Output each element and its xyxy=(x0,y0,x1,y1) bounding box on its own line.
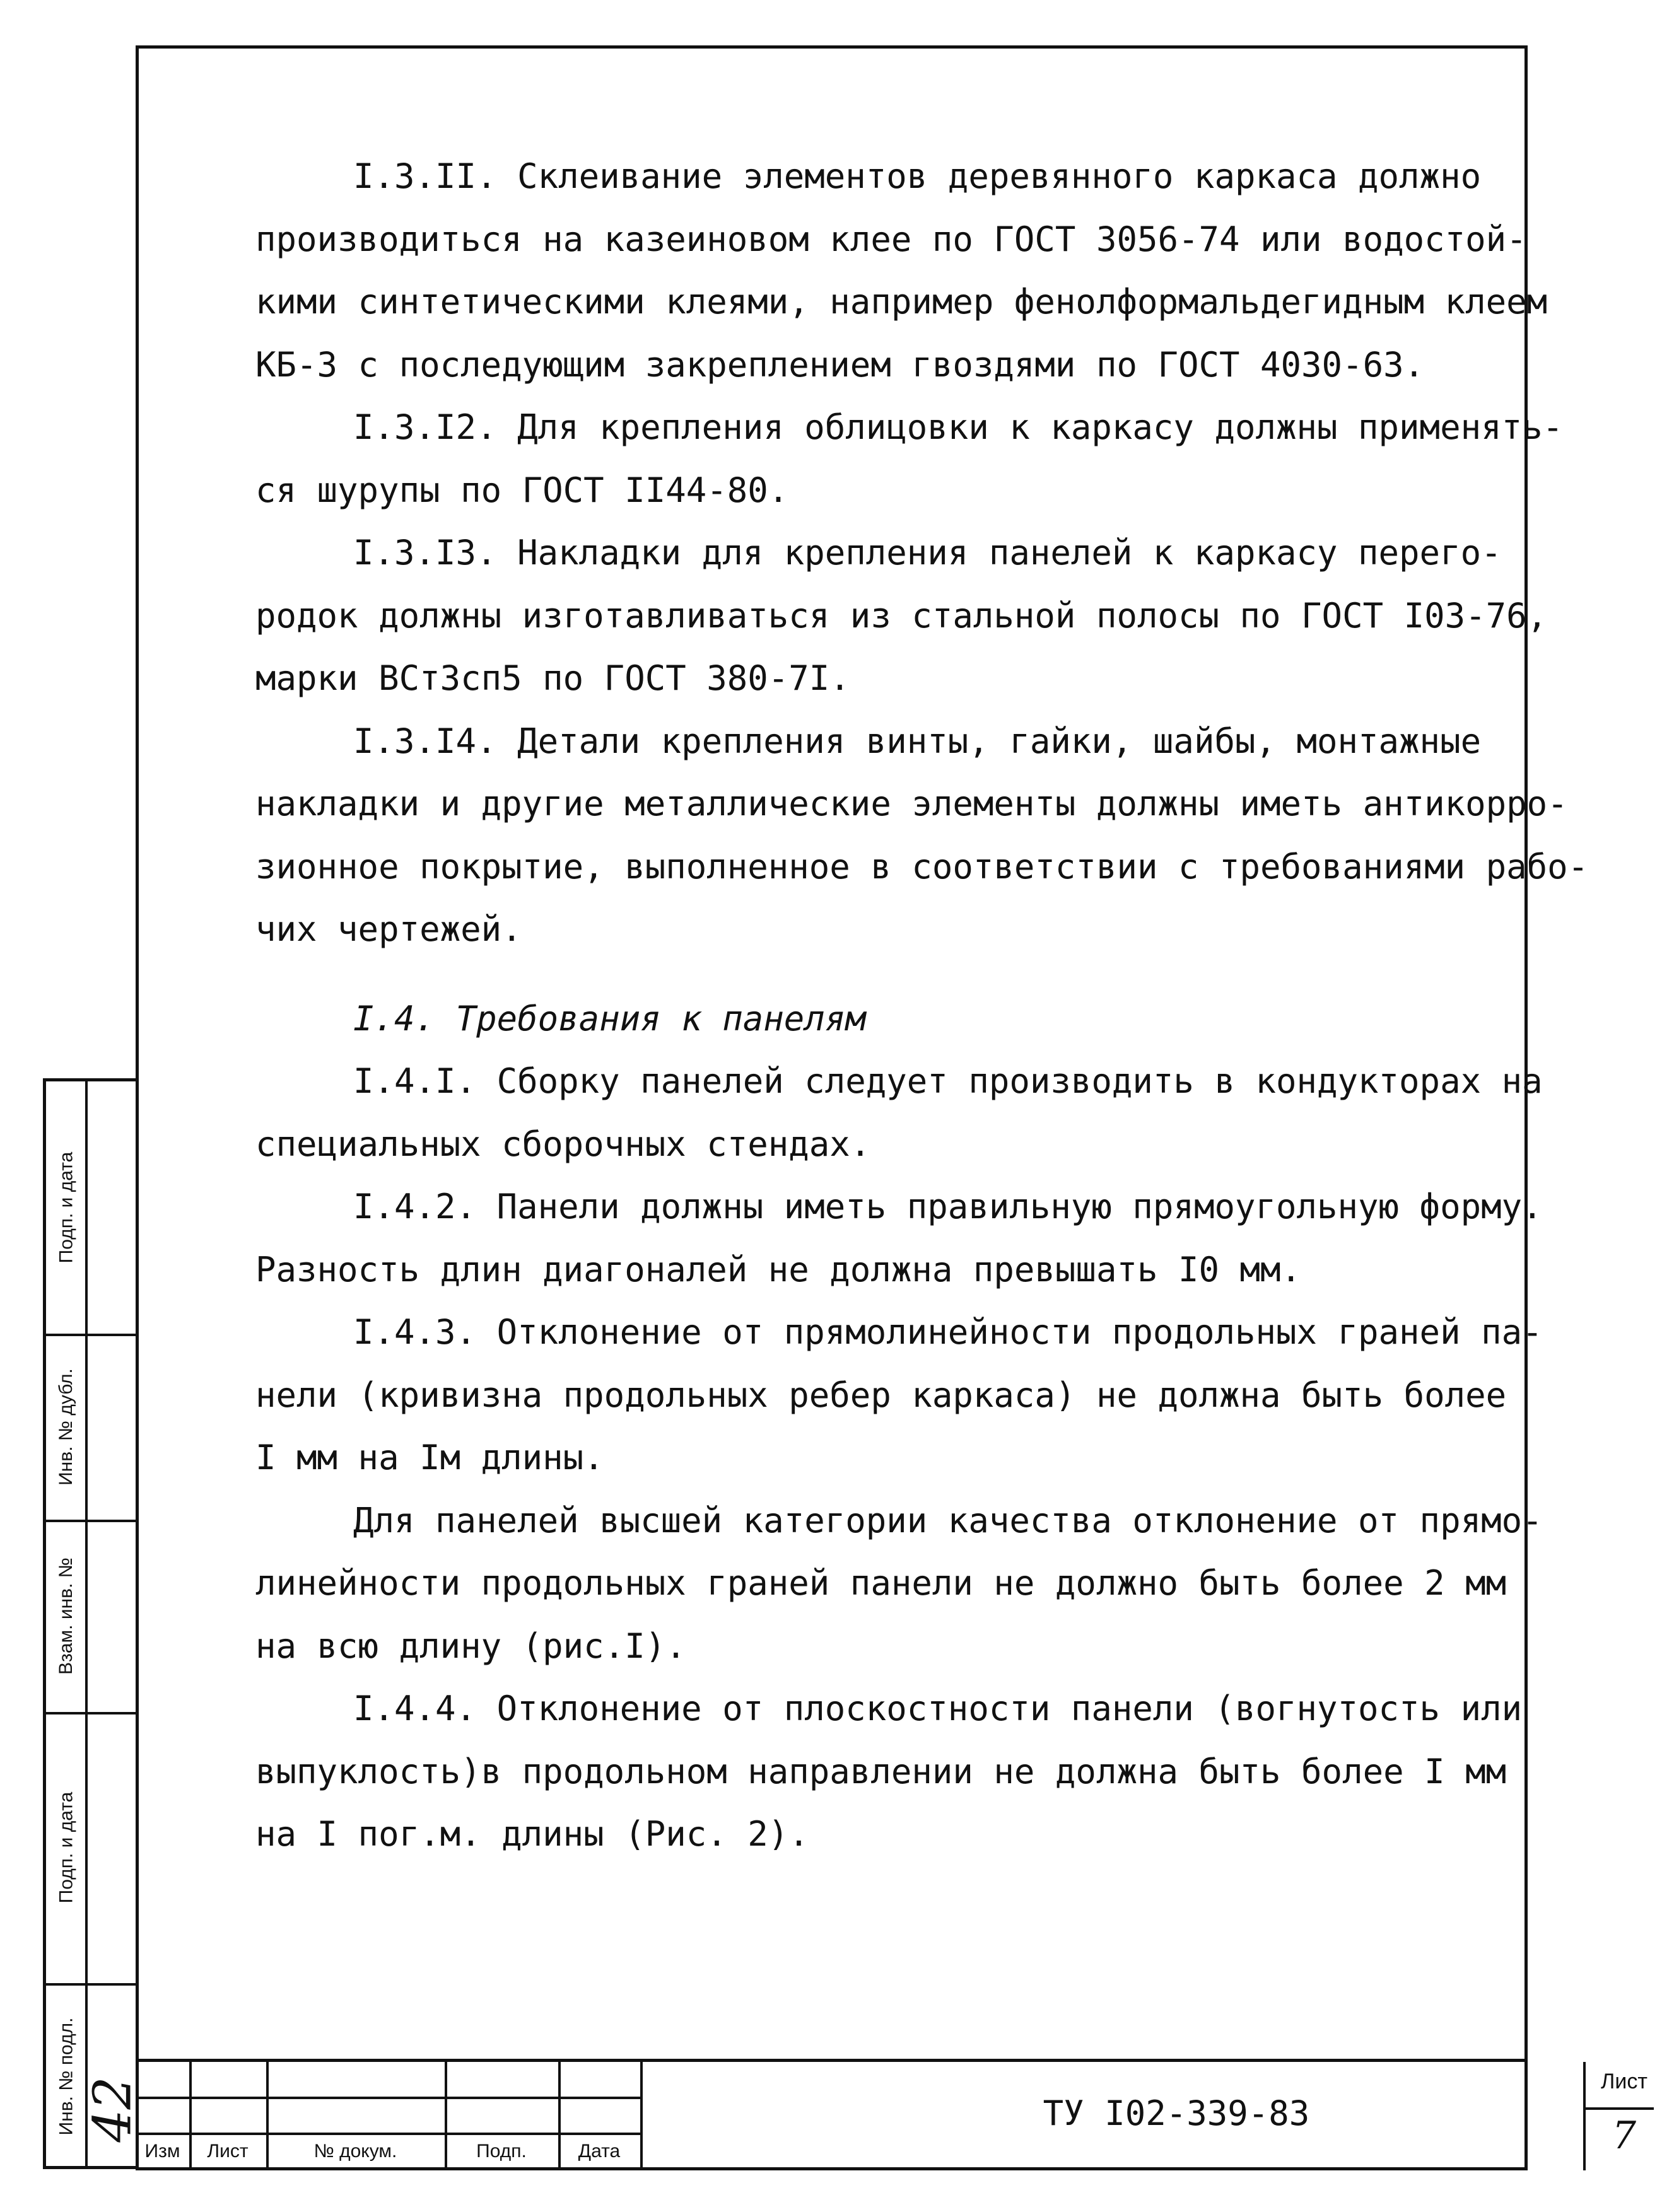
paragraph-line: производиться на казеиновом клее по ГОСТ 3056-74 или водостой- xyxy=(255,219,1527,259)
col-caption: Подп. xyxy=(476,2141,527,2162)
divider xyxy=(85,1081,88,2166)
col-caption: Лист xyxy=(207,2141,249,2162)
paragraph-line: I мм на Iм длины. xyxy=(255,1438,604,1477)
divider xyxy=(640,2062,643,2170)
paragraph-line: I.4.2. Панели должны иметь правильную прямоугольную форму. xyxy=(353,1187,1543,1226)
title-block xyxy=(136,2059,1647,2170)
divider xyxy=(136,2133,640,2135)
paragraph-line: I.3.I4. Детали крепления винты, гайки, шайбы, монтажные xyxy=(353,721,1482,761)
paragraph-line: специальных сборочных стендах. xyxy=(255,1124,871,1164)
paragraph-line: I.3.I3. Накладки для крепления панелей к каркасу перего- xyxy=(353,533,1502,573)
paragraph-line: I.4.I. Сборку панелей следует производить в кондукторах на xyxy=(353,1061,1543,1101)
paragraph-line: I.3.I2. Для крепления облицовки к каркасу должны применять- xyxy=(353,407,1564,447)
paragraph-line: КБ-3 с последующим закреплением гвоздями по ГОСТ 4030-63. xyxy=(255,344,1425,385)
margin-label xyxy=(49,1520,84,1712)
paragraph-line: ся шурупы по ГОСТ II44-80. xyxy=(255,470,789,510)
paragraph-line: I.4.4. Отклонение от плоскостности панели (вогнутость или xyxy=(353,1689,1523,1728)
section-heading: I.4. Требования к панелям xyxy=(353,998,866,1039)
col-caption: № докум. xyxy=(313,2141,397,2162)
paragraph-line: выпуклость)в продольном направлении не должна быть более I мм xyxy=(255,1751,1507,1791)
divider xyxy=(1583,2107,1654,2110)
margin-label-text: Взам. инв. № xyxy=(56,1557,77,1675)
margin-label-text: Подп. и дата xyxy=(56,1791,76,1904)
inventory-number xyxy=(83,2049,143,2169)
paragraph-line: Разность длин диагоналей не должна превышать I0 мм. xyxy=(255,1249,1302,1289)
margin-label xyxy=(49,1983,84,2169)
paragraph-line: зионное покрытие, выполненное в соответствии с требованиями рабо- xyxy=(255,846,1589,887)
document-body xyxy=(255,145,1589,1866)
divider xyxy=(1583,2062,1586,2170)
paragraph-line: на I пог.м. длины (Рис. 2). xyxy=(255,1814,809,1854)
margin-label-text: Инв. № дубл. xyxy=(56,1368,76,1486)
paragraph-line: Для панелей высшей категории качества отклонение от прямо- xyxy=(353,1500,1543,1540)
sheet-number: 7 xyxy=(1612,2114,1637,2158)
margin-label-text: Подп. и дата xyxy=(56,1151,76,1264)
margin-label xyxy=(49,1334,84,1520)
spacer xyxy=(255,961,1507,987)
col-caption: Изм xyxy=(144,2141,180,2162)
paragraph-line: линейности продольных граней панели не должно быть более 2 мм xyxy=(255,1563,1507,1603)
document-code: ТУ I02-339-83 xyxy=(1043,2093,1310,2133)
margin-label xyxy=(49,1081,84,1334)
paragraph-line: I.4.3. Отклонение от прямолинейности продольных граней па- xyxy=(353,1312,1543,1352)
margin-stamp xyxy=(43,1078,143,2169)
inventory-number-text: 42 xyxy=(83,2076,143,2143)
paragraph-line: кими синтетическими клеями, например фенолформальдегидным клеем xyxy=(255,282,1548,322)
paragraph-line: I.3.II. Склеивание элементов деревянного каркаса должно xyxy=(353,156,1482,196)
paragraph-line: нели (кривизна продольных ребер каркаса) не должна быть более xyxy=(255,1375,1507,1415)
sheet-label: Лист xyxy=(1601,2069,1647,2093)
paragraph-line: на всю длину (рис.I). xyxy=(255,1626,686,1666)
margin-label-text: Инв. № подл. xyxy=(56,2017,76,2135)
paragraph-line: родок должны изготавливаться из стальной полосы по ГОСТ I03-76, xyxy=(255,595,1548,636)
divider xyxy=(136,2097,640,2099)
col-caption: Дата xyxy=(578,2141,621,2162)
margin-label xyxy=(49,1712,84,1983)
paragraph-line: марки ВСт3сп5 по ГОСТ 380-7I. xyxy=(255,658,850,698)
paragraph-line: чих чертежей. xyxy=(255,909,522,949)
paragraph-line: накладки и другие металлические элементы должны иметь антикорро- xyxy=(255,784,1568,824)
